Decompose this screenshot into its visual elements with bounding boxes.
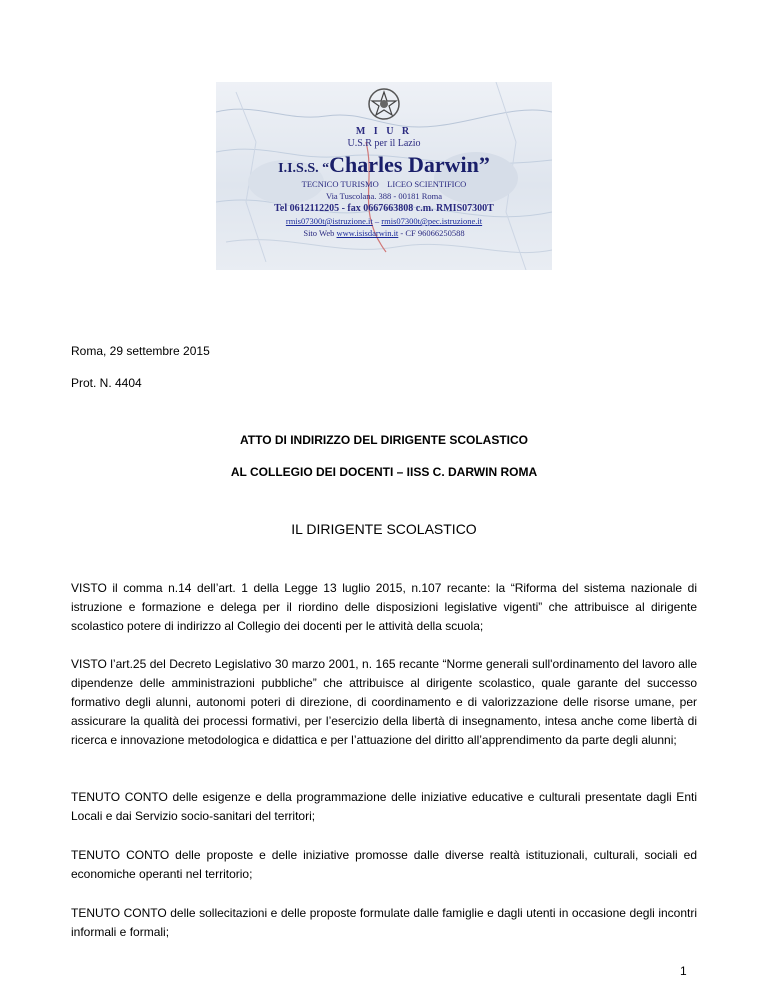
letterhead-tel: Tel 0612112205 - fax 0667663808 c.m. RMIS07300T	[274, 203, 494, 214]
course-tecnico: TECNICO TURISMO	[301, 179, 379, 189]
letterhead-miur: M I U R	[355, 126, 413, 137]
letterhead-courses	[216, 179, 552, 189]
letterhead-address: Via Tuscolana. 388 - 00181 Roma	[325, 191, 443, 201]
school-letterhead	[216, 82, 552, 270]
paragraph-tenuto-conto-proposte: TENUTO CONTO delle proposte e delle iniziative promosse dalle diverse realtà istituzionali, culturali, sociali ed economiche operanti nel territorio;	[71, 848, 697, 881]
email-separator: –	[372, 216, 382, 226]
email-link-2[interactable]: rmis07300t@pec.istruzione.it	[381, 216, 483, 226]
paragraph-visto-decreto: VISTO l’art.25 del Decreto Legislativo 30 marzo 2001, n. 165 recante “Norme generali sull'ordinamento del lavoro alle dipendenze delle amministrazioni pubbliche” che attribuisce al dirigente scolastico, quale garante del successo formativo degli alunni, autonomi poteri di direzione, di coordinamento e di valorizzazione delle risorse umane, per assicurare la qualità dei processi formativi, per l’esercizio della libertà di insegnamento, intesa anche come libertà di ricerca e innovazione metodologica e didattica e per l’attuazione del diritto all’apprendimento da parte degli alunni;	[71, 657, 697, 747]
document-subtitle: AL COLLEGIO DEI DOCENTI – IISS C. DARWIN ROMA	[230, 465, 538, 479]
paragraph-visto-legge: VISTO il comma n.14 dell’art. 1 della Legge 13 luglio 2015, n.107 recante: la “Riforma del sistema nazionale di istruzione e formazione e delega per il riordino delle disposizioni legislative vigenti” che attribuisce al dirigente scolastico potere di indirizzo al Collegio dei docenti per le attività della scuola;	[71, 581, 697, 633]
paragraph-tenuto-conto-famiglie: TENUTO CONTO delle sollecitazioni e delle proposte formulate dalle famiglie e dagli utenti in occasione degli incontri informali e formali;	[71, 906, 697, 939]
document-title: ATTO DI INDIRIZZO DEL DIRIGENTE SCOLASTICO	[239, 433, 528, 447]
protocol-number: Prot. N. 4404	[71, 376, 142, 390]
letterhead-usr: U.S.R per il Lazio	[347, 138, 421, 149]
fiscal-code: - CF 96066250588	[398, 228, 465, 238]
website-link[interactable]: www.isisdarwin.it	[336, 228, 399, 238]
section-heading: IL DIRIGENTE SCOLASTICO	[291, 521, 477, 537]
letterhead-web	[216, 228, 552, 238]
document-date: Roma, 29 settembre 2015	[71, 344, 210, 358]
paragraph-tenuto-conto-enti: TENUTO CONTO delle esigenze e della programmazione delle iniziative educative e culturali presentate dagli Enti Locali e dai Servizio socio-sanitari del territori;	[71, 790, 697, 823]
course-liceo: LICEO SCIENTIFICO	[387, 179, 467, 189]
letterhead-emails	[216, 216, 552, 226]
letterhead-school-name	[216, 152, 552, 178]
school-prefix: I.I.S.S. “	[278, 161, 330, 176]
email-link-1[interactable]: rmis07300t@istruzione.it	[285, 216, 373, 226]
page-number: 1	[680, 964, 687, 978]
italian-republic-emblem	[366, 86, 402, 122]
web-prefix: Sito Web	[303, 228, 337, 238]
school-name: Charles Darwin”	[329, 152, 490, 177]
